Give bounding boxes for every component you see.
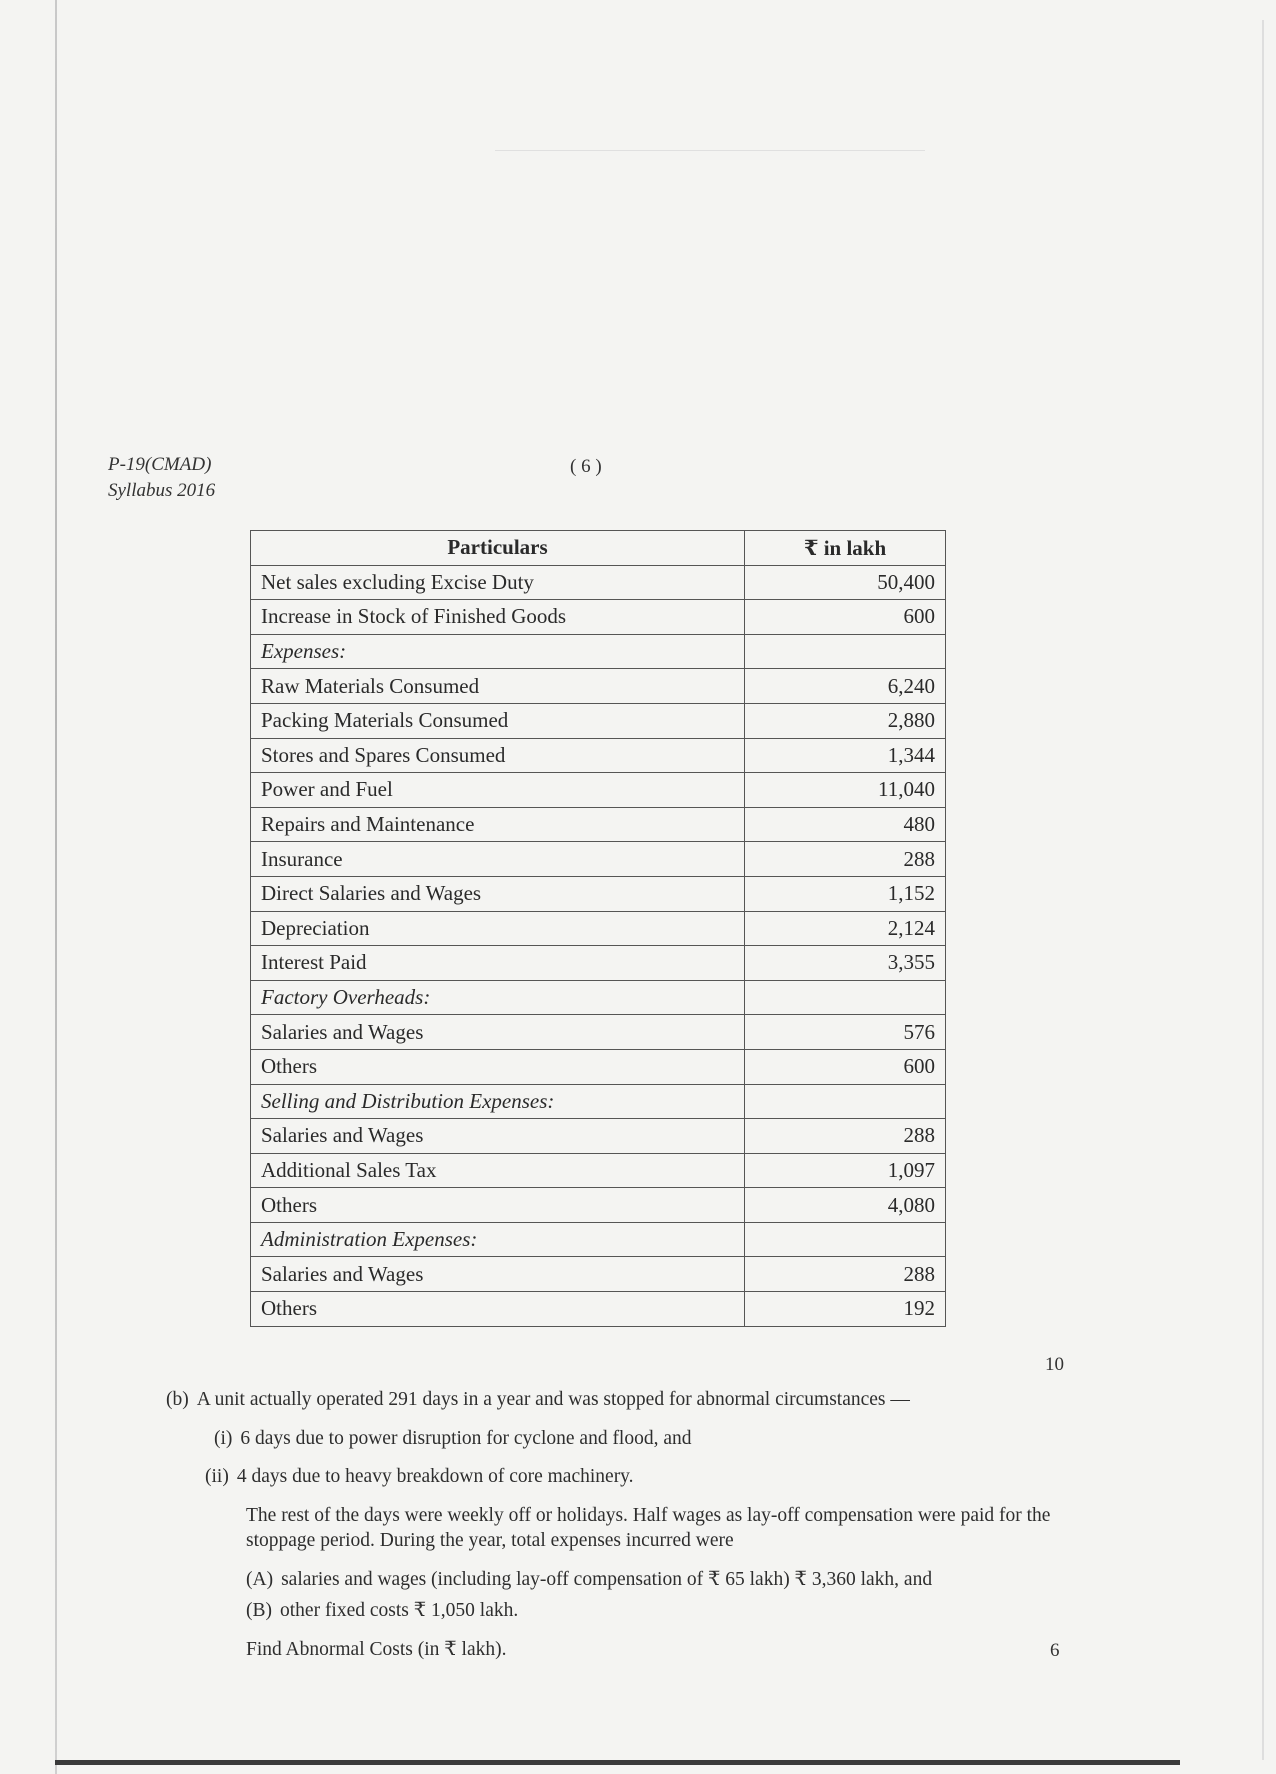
table-row [251, 911, 946, 946]
column-header-amount: ₹ in lakh [745, 531, 946, 566]
amount-cell: 2,880 [745, 703, 946, 738]
amount-cell: 1,344 [745, 738, 946, 773]
question-b-item-ii [205, 1466, 634, 1488]
table-row [251, 600, 946, 635]
particular-label: Additional Sales Tax [251, 1153, 745, 1188]
table-row [251, 1119, 946, 1154]
table-row [251, 669, 946, 704]
particular-label: Salaries and Wages [251, 1257, 745, 1292]
item-i-text: 6 days due to power disruption for cyclone and flood, and [240, 1428, 692, 1449]
table-row [251, 946, 946, 981]
amount-cell: 288 [745, 1119, 946, 1154]
table-row [251, 703, 946, 738]
marks-part-a: 10 [1045, 1354, 1064, 1375]
particular-label: Others [251, 1049, 745, 1084]
particular-label: Interest Paid [251, 946, 745, 981]
question-b-item-i [214, 1428, 692, 1450]
question-b-item-B [246, 1598, 518, 1622]
amount-cell [745, 980, 946, 1015]
marks-part-b: 6 [1050, 1640, 1060, 1661]
table-header-row [251, 531, 946, 566]
question-b-text: A unit actually operated 291 days in a year and was stopped for abnormal circumstances — [196, 1389, 910, 1410]
amount-cell: 192 [745, 1292, 946, 1327]
question-b-label: (b) [166, 1389, 189, 1410]
particular-label: Others [251, 1188, 745, 1223]
amount-cell [745, 1222, 946, 1257]
table-row [251, 1015, 946, 1050]
particular-label: Insurance [251, 842, 745, 877]
syllabus-label: Syllabus 2016 [108, 480, 216, 501]
particular-label: Packing Materials Consumed [251, 703, 745, 738]
item-B-label: (B) [246, 1600, 272, 1621]
scan-edge-left [55, 0, 57, 1774]
particular-label: Direct Salaries and Wages [251, 876, 745, 911]
question-b-paragraph: The rest of the days were weekly off or holidays. Half wages as lay-off compensation were paid for the stoppage period. During the year, total expenses incurred were [246, 1505, 1051, 1551]
table-row [251, 1153, 946, 1188]
amount-cell: 1,097 [745, 1153, 946, 1188]
table-row [251, 773, 946, 808]
item-A-label: (A) [246, 1569, 274, 1590]
section-heading: Factory Overheads: [251, 980, 745, 1015]
amount-cell: 6,240 [745, 669, 946, 704]
amount-cell: 288 [745, 1257, 946, 1292]
particular-label: Others [251, 1292, 745, 1327]
faint-rule [495, 150, 925, 151]
item-B-text: other fixed costs ₹ 1,050 lakh. [280, 1600, 519, 1621]
table-row [251, 807, 946, 842]
amount-cell: 600 [745, 600, 946, 635]
section-row [251, 980, 946, 1015]
amount-cell: 11,040 [745, 773, 946, 808]
amount-cell: 4,080 [745, 1188, 946, 1223]
question-b-intro [166, 1389, 910, 1411]
table-row [251, 1049, 946, 1084]
item-A-text: salaries and wages (including lay-off compensation of ₹ 65 lakh) ₹ 3,360 lakh, and [281, 1569, 933, 1590]
particular-label: Stores and Spares Consumed [251, 738, 745, 773]
table-row [251, 1188, 946, 1223]
amount-cell [745, 634, 946, 669]
section-heading: Administration Expenses: [251, 1222, 745, 1257]
particular-label: Increase in Stock of Finished Goods [251, 600, 745, 635]
section-row [251, 1222, 946, 1257]
table-row [251, 876, 946, 911]
particular-label: Power and Fuel [251, 773, 745, 808]
amount-cell: 288 [745, 842, 946, 877]
section-row [251, 634, 946, 669]
particular-label: Net sales excluding Excise Duty [251, 565, 745, 600]
question-b-find: Find Abnormal Costs (in ₹ lakh). [246, 1639, 507, 1660]
amount-cell: 2,124 [745, 911, 946, 946]
amount-cell: 600 [745, 1049, 946, 1084]
paper-code: P-19(CMAD) [108, 454, 212, 475]
question-b-item-A [246, 1567, 932, 1591]
amount-cell: 576 [745, 1015, 946, 1050]
section-heading: Expenses: [251, 634, 745, 669]
amount-cell: 50,400 [745, 565, 946, 600]
particular-label: Salaries and Wages [251, 1015, 745, 1050]
item-ii-text: 4 days due to heavy breakdown of core machinery. [236, 1466, 634, 1487]
particular-label: Repairs and Maintenance [251, 807, 745, 842]
particular-label: Salaries and Wages [251, 1119, 745, 1154]
table-row [251, 565, 946, 600]
particular-label: Depreciation [251, 911, 745, 946]
scan-edge-right [1262, 20, 1264, 1760]
amount-cell: 480 [745, 807, 946, 842]
particular-label: Raw Materials Consumed [251, 669, 745, 704]
paper-header [108, 452, 215, 504]
amount-cell [745, 1084, 946, 1119]
table-row [251, 1292, 946, 1327]
table-row [251, 738, 946, 773]
item-ii-label: (ii) [205, 1466, 229, 1487]
table-body [251, 565, 946, 1326]
bottom-scan-bar [55, 1760, 1180, 1765]
table-row [251, 842, 946, 877]
particulars-table [250, 530, 946, 1327]
page-number: ( 6 ) [570, 456, 602, 477]
table-row [251, 1257, 946, 1292]
section-heading: Selling and Distribution Expenses: [251, 1084, 745, 1119]
amount-cell: 1,152 [745, 876, 946, 911]
amount-cell: 3,355 [745, 946, 946, 981]
item-i-label: (i) [214, 1428, 233, 1449]
section-row [251, 1084, 946, 1119]
column-header-particulars: Particulars [251, 531, 745, 566]
